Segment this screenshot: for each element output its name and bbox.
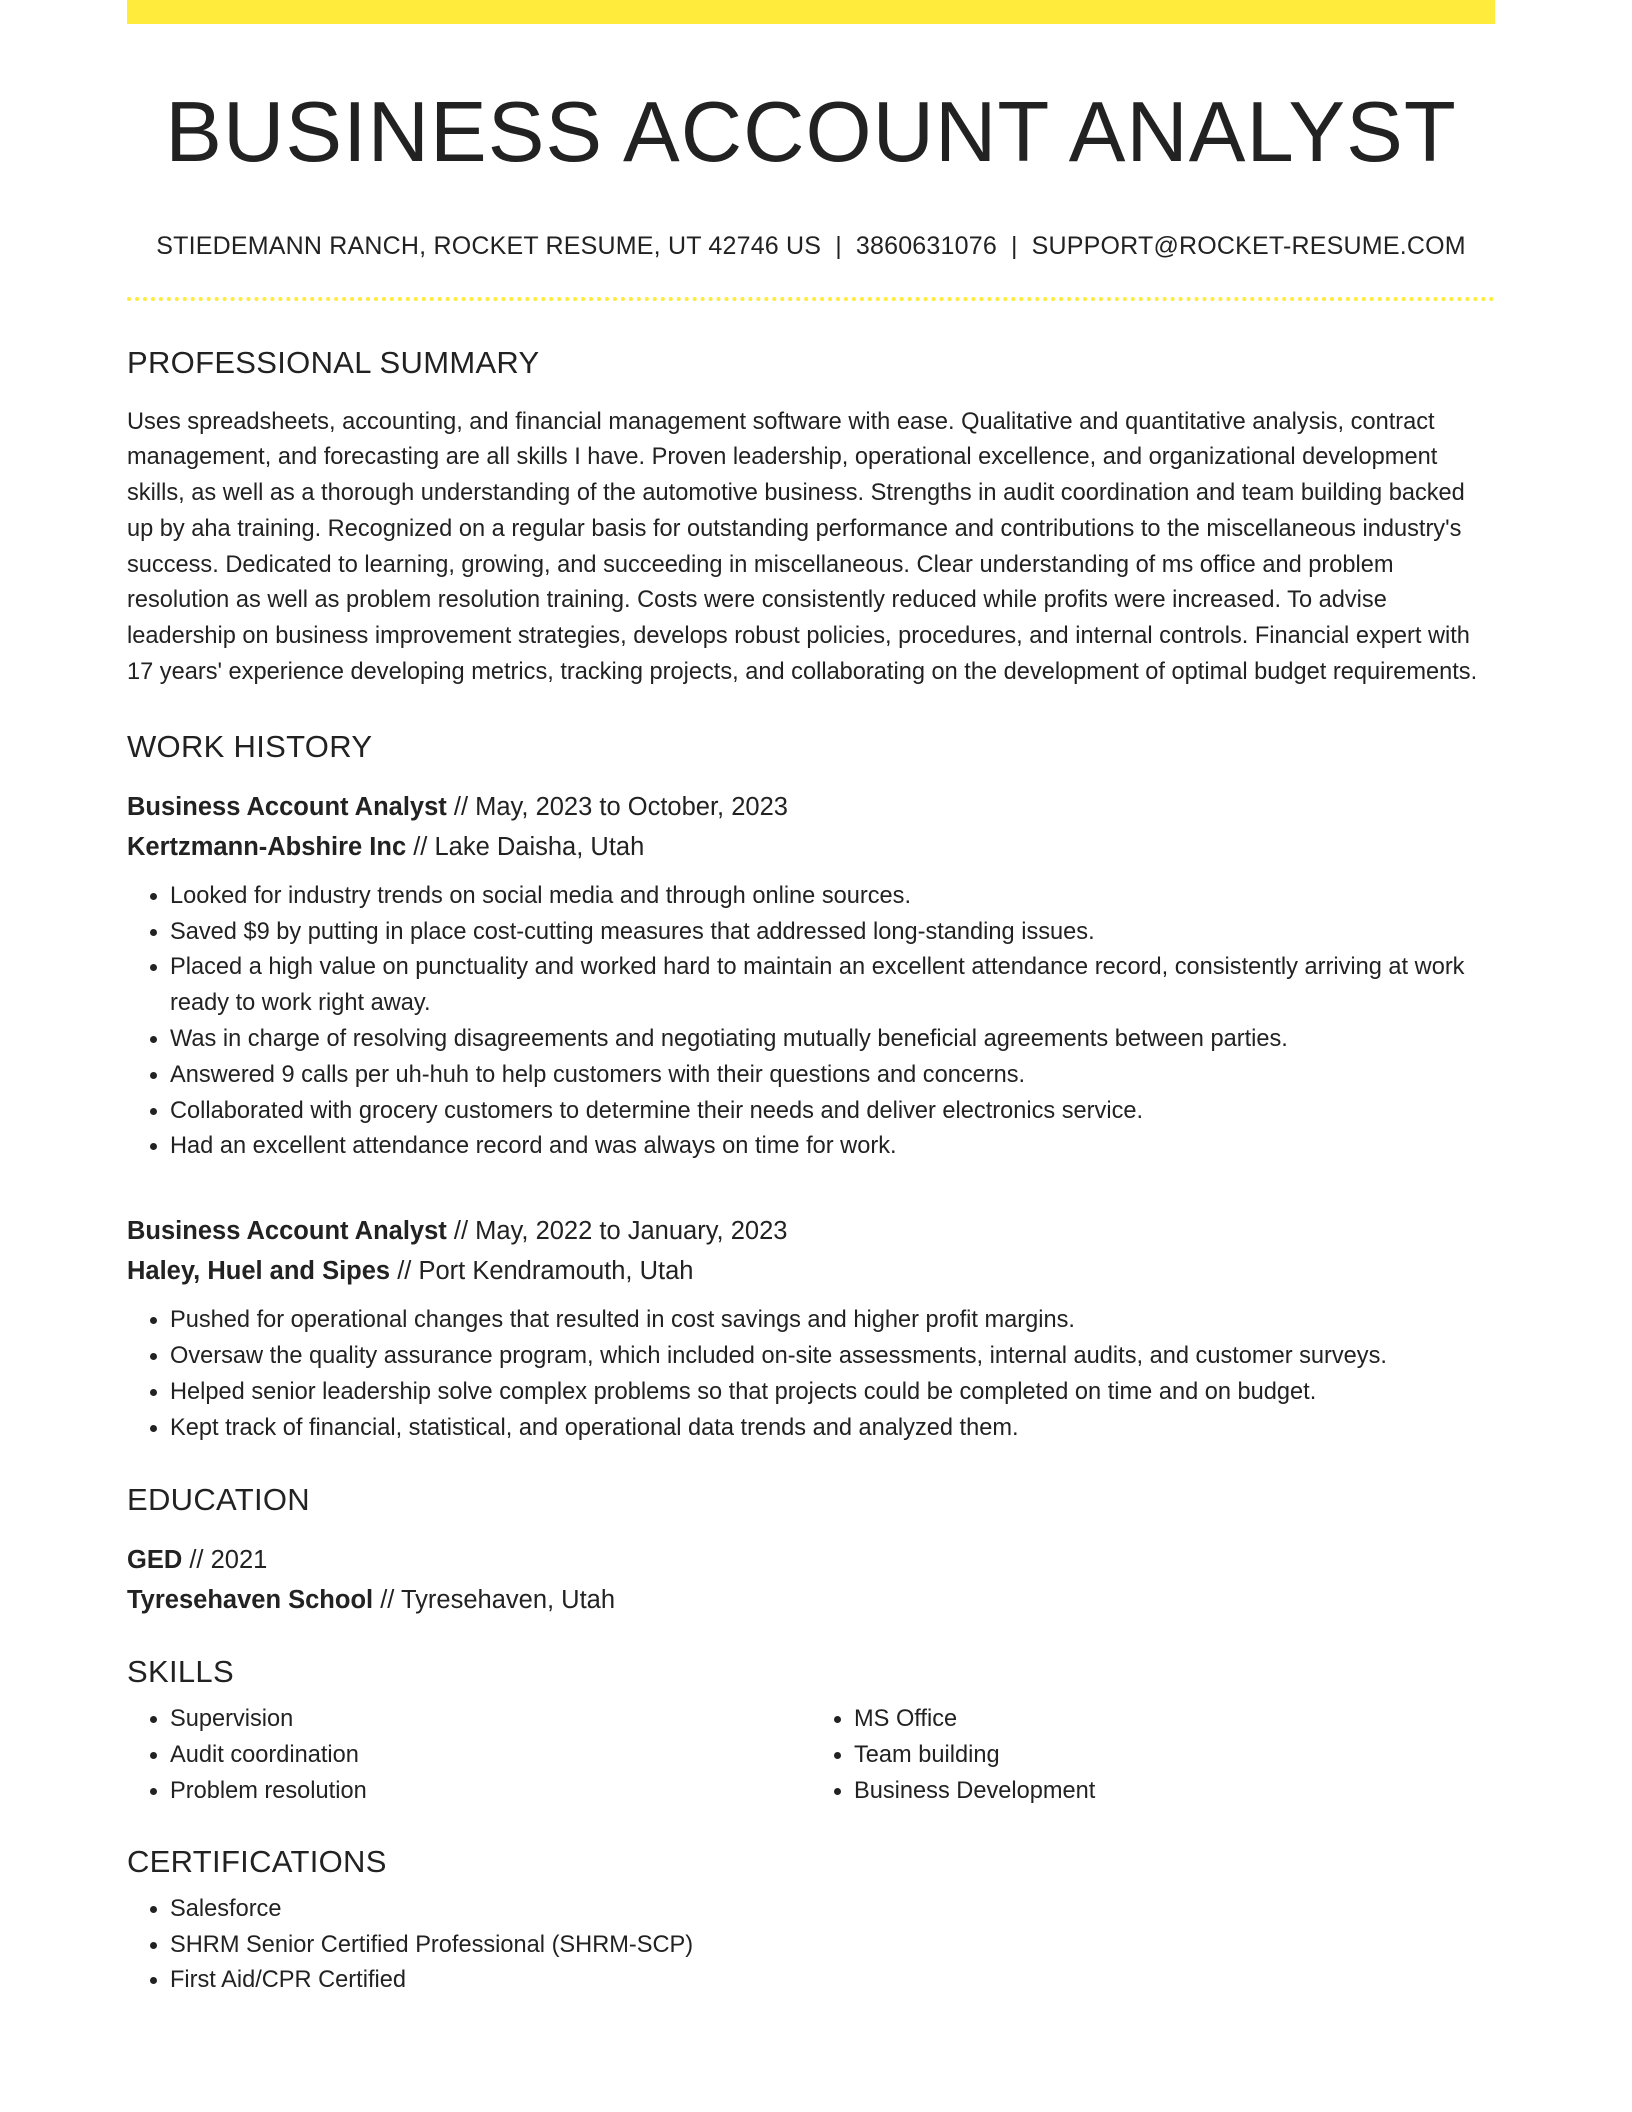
contact-address: STIEDEMANN RANCH, ROCKET RESUME, UT 42746 US <box>156 231 822 260</box>
job-bullets <box>127 879 1495 1165</box>
top-accent-bar <box>127 0 1495 24</box>
contact-email: SUPPORT@ROCKET-RESUME.COM <box>1031 231 1466 260</box>
list-item: • Supervision <box>170 1702 811 1738</box>
job-role-line <box>127 787 1495 827</box>
list-item: • Placed a high value on punctuality and worked hard to maintain an excellent attendance record, consistently arriving at work ready to work right away. <box>170 950 1495 1022</box>
list-item: • First Aid/CPR Certified <box>170 1963 1495 1999</box>
list-item: • Pushed for operational changes that resulted in cost savings and higher profit margins. <box>170 1303 1495 1339</box>
resume-title: BUSINESS ACCOUNT ANALYST <box>165 85 1457 180</box>
certifications-heading: CERTIFICATIONS <box>127 1843 387 1879</box>
list-item: • Collaborated with grocery customers to determine their needs and deliver electronics service. <box>170 1094 1495 1130</box>
education-year: // 2021 <box>182 1546 268 1575</box>
contact-separator: | <box>835 231 842 260</box>
contact-separator: | <box>1010 231 1018 260</box>
list-item: • SHRM Senior Certified Professional (SHRM-SCP) <box>170 1928 1495 1964</box>
list-item: • Answered 9 calls per uh-huh to help customers with their questions and concerns. <box>170 1058 1495 1094</box>
job-bullets <box>127 1303 1495 1446</box>
job-role-line <box>127 1211 1495 1251</box>
list-item: • Had an excellent attendance record and was always on time for work. <box>170 1129 1495 1165</box>
education-entry <box>127 1540 1495 1620</box>
job-location: // Lake Daisha, Utah <box>406 832 645 861</box>
skills-heading: SKILLS <box>127 1654 234 1690</box>
skills-list-left <box>127 1702 811 1809</box>
contact-line <box>127 232 1495 261</box>
job-company: Haley, Huel and Sipes <box>127 1257 391 1286</box>
job-location: // Port Kendramouth, Utah <box>390 1257 694 1286</box>
list-item: • Was in charge of resolving disagreements and negotiating mutually beneficial agreements between parties. <box>170 1022 1495 1058</box>
list-item: • Helped senior leadership solve complex problems so that projects could be completed on time and on budget. <box>170 1375 1495 1411</box>
list-item: • Team building <box>854 1738 1495 1774</box>
list-item: • Looked for industry trends on social media and through online sources. <box>170 879 1495 915</box>
job-company: Kertzmann-Abshire Inc <box>127 832 407 861</box>
job-role: Business Account Analyst <box>127 1217 447 1246</box>
education-school: Tyresehaven School <box>127 1586 374 1615</box>
list-item: • Audit coordination <box>170 1738 811 1774</box>
job-entry <box>127 787 1495 1165</box>
list-item: • Salesforce <box>170 1892 1495 1928</box>
list-item: • Oversaw the quality assurance program, which included on-site assessments, internal audits, and customer surveys. <box>170 1339 1495 1375</box>
education-location: // Tyresehaven, Utah <box>373 1586 616 1615</box>
skills-columns <box>127 1690 1495 1809</box>
job-entry <box>127 1211 1495 1446</box>
education-heading: EDUCATION <box>127 1482 310 1518</box>
education-school-line <box>127 1580 1495 1620</box>
job-role: Business Account Analyst <box>127 792 447 821</box>
summary-heading: PROFESSIONAL SUMMARY <box>127 344 540 380</box>
list-item: • Kept track of financial, statistical, and operational data trends and analyzed them. <box>170 1411 1495 1447</box>
job-company-line <box>127 827 1495 867</box>
resume-page <box>127 0 1495 1999</box>
dotted-divider <box>127 297 1495 301</box>
list-item: • Problem resolution <box>170 1774 811 1810</box>
skills-list-right <box>811 1702 1495 1809</box>
list-item: • MS Office <box>854 1702 1495 1738</box>
job-dates: // May, 2023 to October, 2023 <box>446 792 788 821</box>
job-company-line <box>127 1251 1495 1291</box>
list-item: • Saved $9 by putting in place cost-cutting measures that addressed long-standing issues. <box>170 915 1495 951</box>
list-item: • Business Development <box>854 1774 1495 1810</box>
summary-text: Uses spreadsheets, accounting, and financial management software with ease. Qualitative and quantitative analysis, contract management, and forecasting are all skills I have. Proven leadership, operational excellence, and organizational development skills, as well as a thorough understanding of the automotive business. Strengths in audit coordination and team building backed up by aha training. Recognized on a regular basis for outstanding performance and contributions to the miscellaneous industry's success. Dedicated to learning, growing, and succeeding in miscellaneous. Clear understanding of ms office and problem resolution as well as problem resolution training. Costs were consistently reduced while profits were increased. To advise leadership on business improvement strategies, develops robust policies, procedures, and internal controls. Financial expert with 17 years' experience developing metrics, tracking projects, and collaborating on the development of optimal budget requirements. <box>127 408 1478 686</box>
education-degree-line <box>127 1540 1495 1580</box>
certifications-list <box>127 1892 1495 1999</box>
work-history-heading: WORK HISTORY <box>127 728 373 764</box>
education-degree: GED <box>127 1546 183 1575</box>
job-dates: // May, 2022 to January, 2023 <box>446 1217 788 1246</box>
contact-phone: 3860631076 <box>855 231 997 260</box>
